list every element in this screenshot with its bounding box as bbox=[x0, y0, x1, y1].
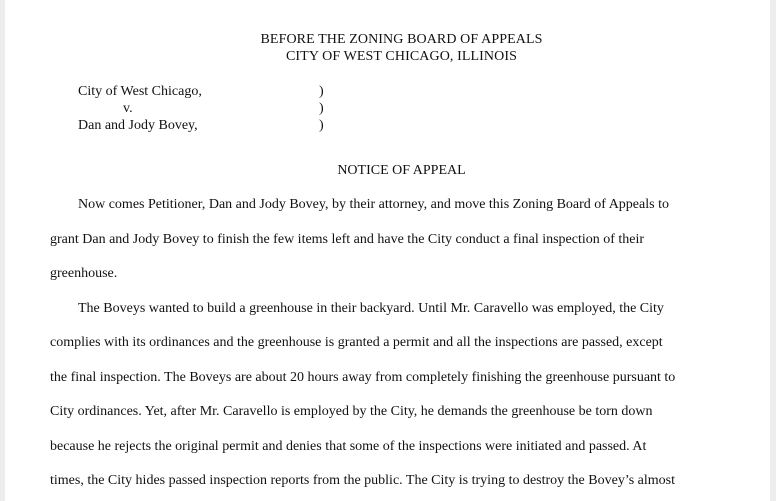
paragraph-1-line: grant Dan and Jody Bovey to finish the few items left and have the City conduct a final inspection of their bbox=[50, 232, 645, 247]
caption-defendant: Dan and Jody Bovey, bbox=[78, 118, 198, 133]
caption-plaintiff: City of West Chicago, bbox=[78, 84, 202, 99]
document-page bbox=[5, 0, 770, 501]
caption-paren-3: ) bbox=[319, 118, 324, 133]
caption-paren-2: ) bbox=[319, 101, 324, 116]
paragraph-2-line: the final inspection. The Boveys are about 20 hours away from completely finishing the greenhouse pursuant to bbox=[50, 370, 676, 385]
paragraph-2-line: complies with its ordinances and the greenhouse is granted a permit and all the inspections are passed, except bbox=[50, 335, 663, 350]
court-heading-line-2: CITY OF WEST CHICAGO, ILLINOIS bbox=[285, 49, 517, 64]
paragraph-2-line: The Boveys wanted to build a greenhouse in their backyard. Until Mr. Caravello was employed, the City bbox=[78, 301, 664, 316]
caption-versus: v. bbox=[123, 101, 133, 116]
paragraph-2-line: times, the City hides passed inspection reports from the public. The City is trying to destroy the Bovey’s almost bbox=[50, 473, 675, 488]
paragraph-1-line: Now comes Petitioner, Dan and Jody Bovey, by their attorney, and move this Zoning Board of Appeals to bbox=[78, 197, 669, 212]
court-heading-line-1: BEFORE THE ZONING BOARD OF APPEALS bbox=[260, 32, 543, 47]
paragraph-1-line: greenhouse. bbox=[50, 266, 118, 281]
paragraph-2-line: because he rejects the original permit and denies that some of the inspections were initiated and passed. At bbox=[50, 439, 647, 454]
notice-title: NOTICE OF APPEAL bbox=[337, 163, 466, 178]
paragraph-2-line: City ordinances. Yet, after Mr. Caravello is employed by the City, he demands the greenhouse be torn down bbox=[50, 404, 653, 419]
caption-paren-1: ) bbox=[319, 84, 324, 99]
